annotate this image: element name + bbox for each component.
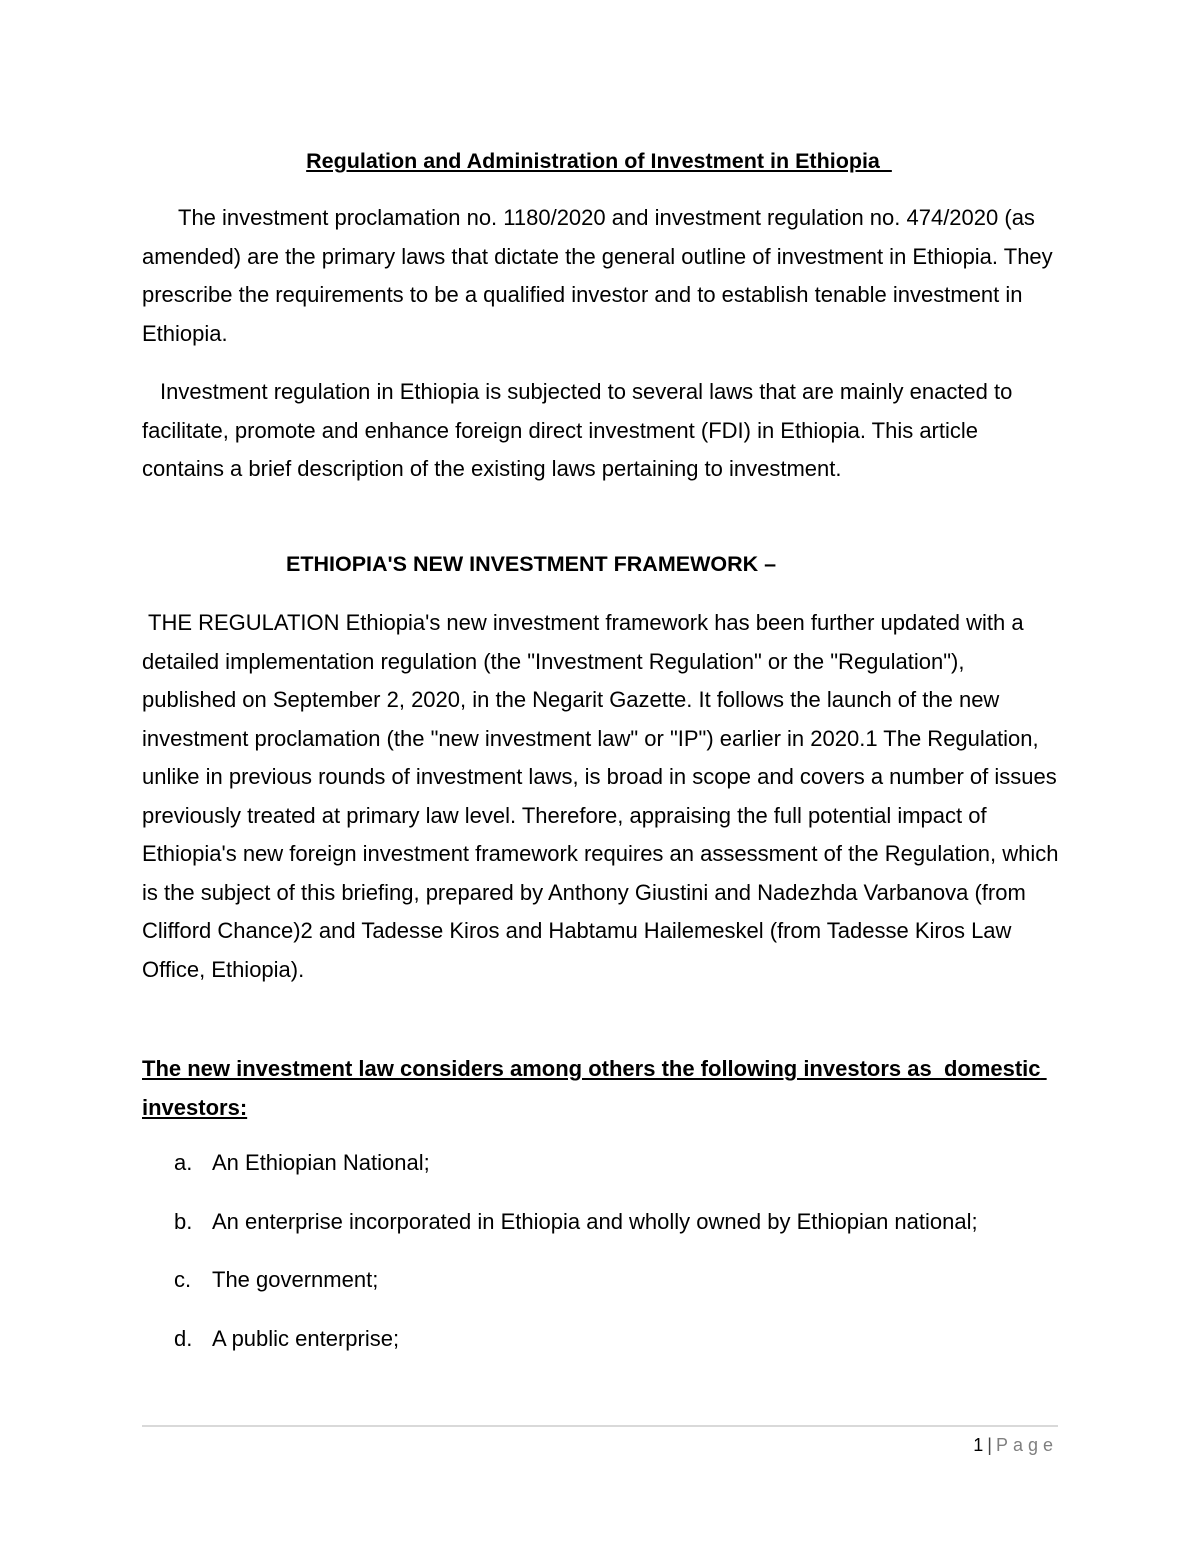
domestic-investors-heading: The new investment law considers among others the following investors as domestic investors: <box>142 1056 1047 1120</box>
list-item <box>142 1203 1062 1242</box>
footer-separator: | <box>987 1435 992 1455</box>
list-item <box>142 1261 1062 1300</box>
page-number: 1 <box>973 1435 984 1455</box>
list-marker: c. <box>174 1267 192 1292</box>
list-item-text: A public enterprise; <box>212 1325 400 1351</box>
intro-paragraph: The investment proclamation no. 1180/2020 and investment regulation no. 474/2020 (as amended) are the primary laws that dictate the general outline of investment in Ethiopia. They prescribe the requirements to be a qualified investor and to establish tenable investment in Ethiopia. <box>142 205 1053 346</box>
list-marker: d. <box>174 1325 193 1351</box>
list-item-text: An enterprise incorporated in Ethiopia and wholly owned by Ethiopian national; <box>212 1208 978 1234</box>
footer-divider <box>142 1425 1058 1427</box>
list-item-text: An Ethiopian National; <box>212 1150 430 1175</box>
list-item-text: The government; <box>212 1267 379 1292</box>
page-label: Page <box>995 1435 1058 1455</box>
document-title: Regulation and Administration of Investment in Ethiopia <box>306 149 892 173</box>
framework-paragraph: THE REGULATION Ethiopia's new investment framework has been further updated with a detailed implementation regulation (the "Investment Regulation" or the "Regulation"), published on September 2, 2020, in the Negarit Gazette. It follows the launch of the new investment proclamation (the "new investment law" or "IP") earlier in 2020.1 The Regulation, unlike in previous rounds of investment laws, is broad in scope and covers a number of issues previously treated at primary law level. Therefore, appraising the full potential impact of Ethiopia's new foreign investment framework requires an assessment of the Regulation, which is the subject of this briefing, prepared by Anthony Giustini and Nadezhda Varbanova (from Clifford Chance)2 and Tadesse Kiros and Habtamu Hailemeskel (from Tadesse Kiros Law Office, Ethiopia). <box>142 610 1059 982</box>
domestic-investors-list <box>142 1144 1062 1378</box>
list-item <box>142 1320 1062 1359</box>
list-marker: a. <box>174 1150 193 1175</box>
page-footer <box>973 1432 1058 1458</box>
regulation-paragraph: Investment regulation in Ethiopia is subjected to several laws that are mainly enacted to facilitate, promote and enhance foreign direct investment (FDI) in Ethiopia. This article contains a brief description of the existing laws pertaining to investment. <box>142 379 1013 481</box>
list-item <box>142 1144 1062 1183</box>
list-marker: b. <box>174 1208 193 1234</box>
section-heading: ETHIOPIA'S NEW INVESTMENT FRAMEWORK – <box>286 552 777 576</box>
